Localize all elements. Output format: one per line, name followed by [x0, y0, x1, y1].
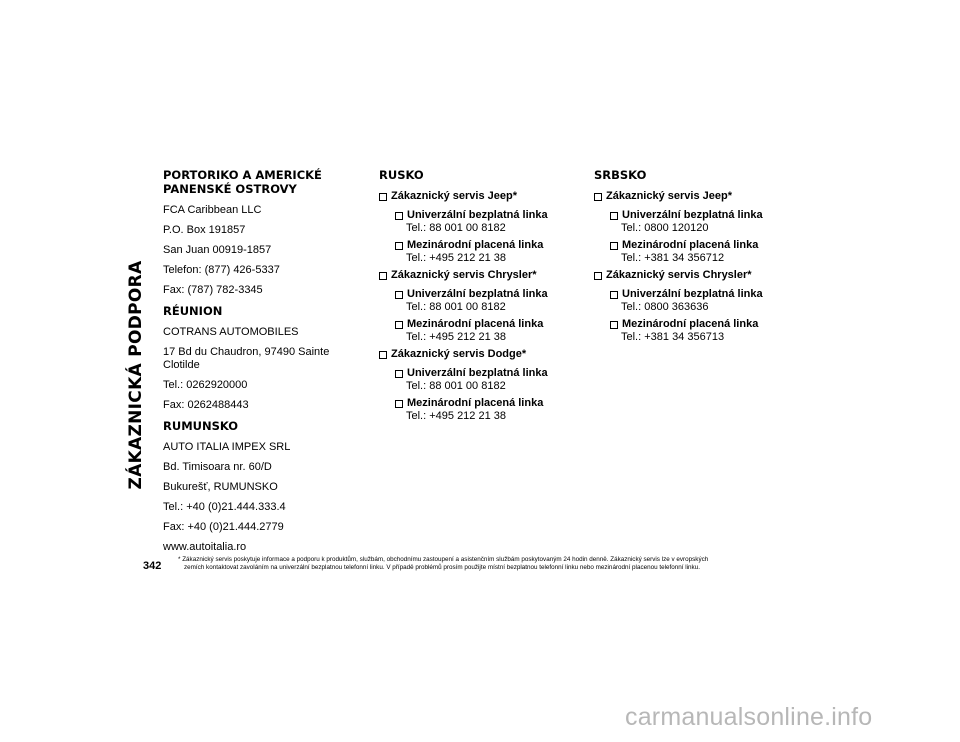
contact-line: Bukurešť, RUMUNSKO	[163, 481, 278, 493]
contact-line: Fax: 0262488443	[163, 399, 249, 411]
service-item: Zákaznický servis Chrysler*	[379, 269, 589, 282]
service-sub-item: Univerzální bezplatná linka Tel.: 88 001 00 8182	[395, 288, 589, 314]
section-heading-russia: RUSKO	[379, 168, 424, 182]
service-sub-item: Univerzální bezplatná linka Tel.: 88 001 00 8182	[395, 367, 589, 393]
section-heading-puerto-rico: PORTORIKO A AMERICKÉ PANENSKÉ OSTROVY	[163, 168, 322, 196]
phone-number: Tel.: 88 001 00 8182	[406, 380, 506, 392]
checkbox-square-icon	[395, 321, 403, 329]
contact-line: Fax: +40 (0)21.444.2779	[163, 521, 284, 533]
contact-line: COTRANS AUTOMOBILES	[163, 326, 299, 338]
service-item: Zákaznický servis Dodge*	[379, 348, 589, 361]
section-heading-romania: RUMUNSKO	[163, 419, 239, 433]
phone-number: Tel.: +495 212 21 38	[406, 410, 506, 422]
contact-line: Fax: (787) 782-3345	[163, 284, 263, 296]
column-1	[163, 168, 368, 561]
checkbox-square-icon	[594, 193, 602, 201]
service-sub-item: Univerzální bezplatná linka Tel.: 88 001 00 8182	[395, 209, 589, 235]
phone-number: Tel.: +495 212 21 38	[406, 252, 506, 264]
checkbox-square-icon	[610, 212, 618, 220]
phone-number: Tel.: 0800 363636	[621, 301, 709, 313]
contact-line: Bd. Timisoara nr. 60/D	[163, 461, 272, 473]
checkbox-square-icon	[395, 400, 403, 408]
checkbox-square-icon	[610, 242, 618, 250]
checkbox-square-icon	[594, 272, 602, 280]
service-item: Zákaznický servis Jeep*	[379, 190, 589, 203]
contact-line: San Juan 00919-1857	[163, 244, 272, 256]
checkbox-square-icon	[610, 291, 618, 299]
column-2	[379, 168, 589, 427]
column-3	[594, 168, 804, 348]
service-sub-item: Mezinárodní placená linka Tel.: +381 34 356712	[610, 239, 804, 265]
footnote-line-1: * Zákaznický servis poskytuje informace a podporu k produktům, službám, obchodnímu zastoupení a asistenčním službám poskytovaným 24 hodin denně. Zákaznický servis lze v evropských	[178, 556, 709, 563]
side-title-text: ZÁKAZNICKÁ PODPORA	[126, 260, 146, 490]
contact-line: P.O. Box 191857	[163, 224, 246, 236]
phone-number: Tel.: +495 212 21 38	[406, 331, 506, 343]
service-sub-item: Mezinárodní placená linka Tel.: +495 212 21 38	[395, 318, 589, 344]
checkbox-square-icon	[610, 321, 618, 329]
service-sub-item: Mezinárodní placená linka Tel.: +381 34 356713	[610, 318, 804, 344]
service-sub-item: Mezinárodní placená linka Tel.: +495 212 21 38	[395, 239, 589, 265]
footnote	[178, 556, 798, 571]
service-sub-item: Univerzální bezplatná linka Tel.: 0800 363636	[610, 288, 804, 314]
service-sub-item: Mezinárodní placená linka Tel.: +495 212 21 38	[395, 397, 589, 423]
service-sub-item: Univerzální bezplatná linka Tel.: 0800 120120	[610, 209, 804, 235]
phone-number: Tel.: 88 001 00 8182	[406, 222, 506, 234]
website-link: www.autoitalia.ro	[163, 541, 247, 553]
checkbox-square-icon	[379, 193, 387, 201]
section-heading-reunion: RÉUNION	[163, 304, 223, 318]
checkbox-square-icon	[379, 272, 387, 280]
service-item: Zákaznický servis Chrysler*	[594, 269, 804, 282]
contact-line: Telefon: (877) 426-5337	[163, 264, 280, 276]
contact-line: Tel.: +40 (0)21.444.333.4	[163, 501, 286, 513]
contact-line: FCA Caribbean LLC	[163, 204, 262, 216]
phone-number: Tel.: 0800 120120	[621, 222, 709, 234]
contact-line: 17 Bd du Chaudron, 97490 Sainte Clotilde	[163, 346, 330, 371]
checkbox-square-icon	[395, 291, 403, 299]
section-heading-serbia: SRBSKO	[594, 168, 647, 182]
phone-number: Tel.: 88 001 00 8182	[406, 301, 506, 313]
service-item: Zákaznický servis Jeep*	[594, 190, 804, 203]
phone-number: Tel.: +381 34 356712	[621, 252, 725, 264]
footnote-line-2: zemích kontaktovat zavoláním na univerzální bezplatnou telefonní linku. V případě problémů prosím použijte místní bezplatnou telefonní linku nebo mezinárodní placenou telefonní linku.	[184, 563, 700, 571]
watermark: carmanualsonline.info	[625, 703, 873, 731]
page-number: 342	[143, 560, 162, 572]
checkbox-square-icon	[395, 242, 403, 250]
contact-line: AUTO ITALIA IMPEX SRL	[163, 441, 291, 453]
contact-line: Tel.: 0262920000	[163, 379, 248, 391]
phone-number: Tel.: +381 34 356713	[621, 331, 725, 343]
checkbox-square-icon	[395, 370, 403, 378]
checkbox-square-icon	[379, 351, 387, 359]
checkbox-square-icon	[395, 212, 403, 220]
